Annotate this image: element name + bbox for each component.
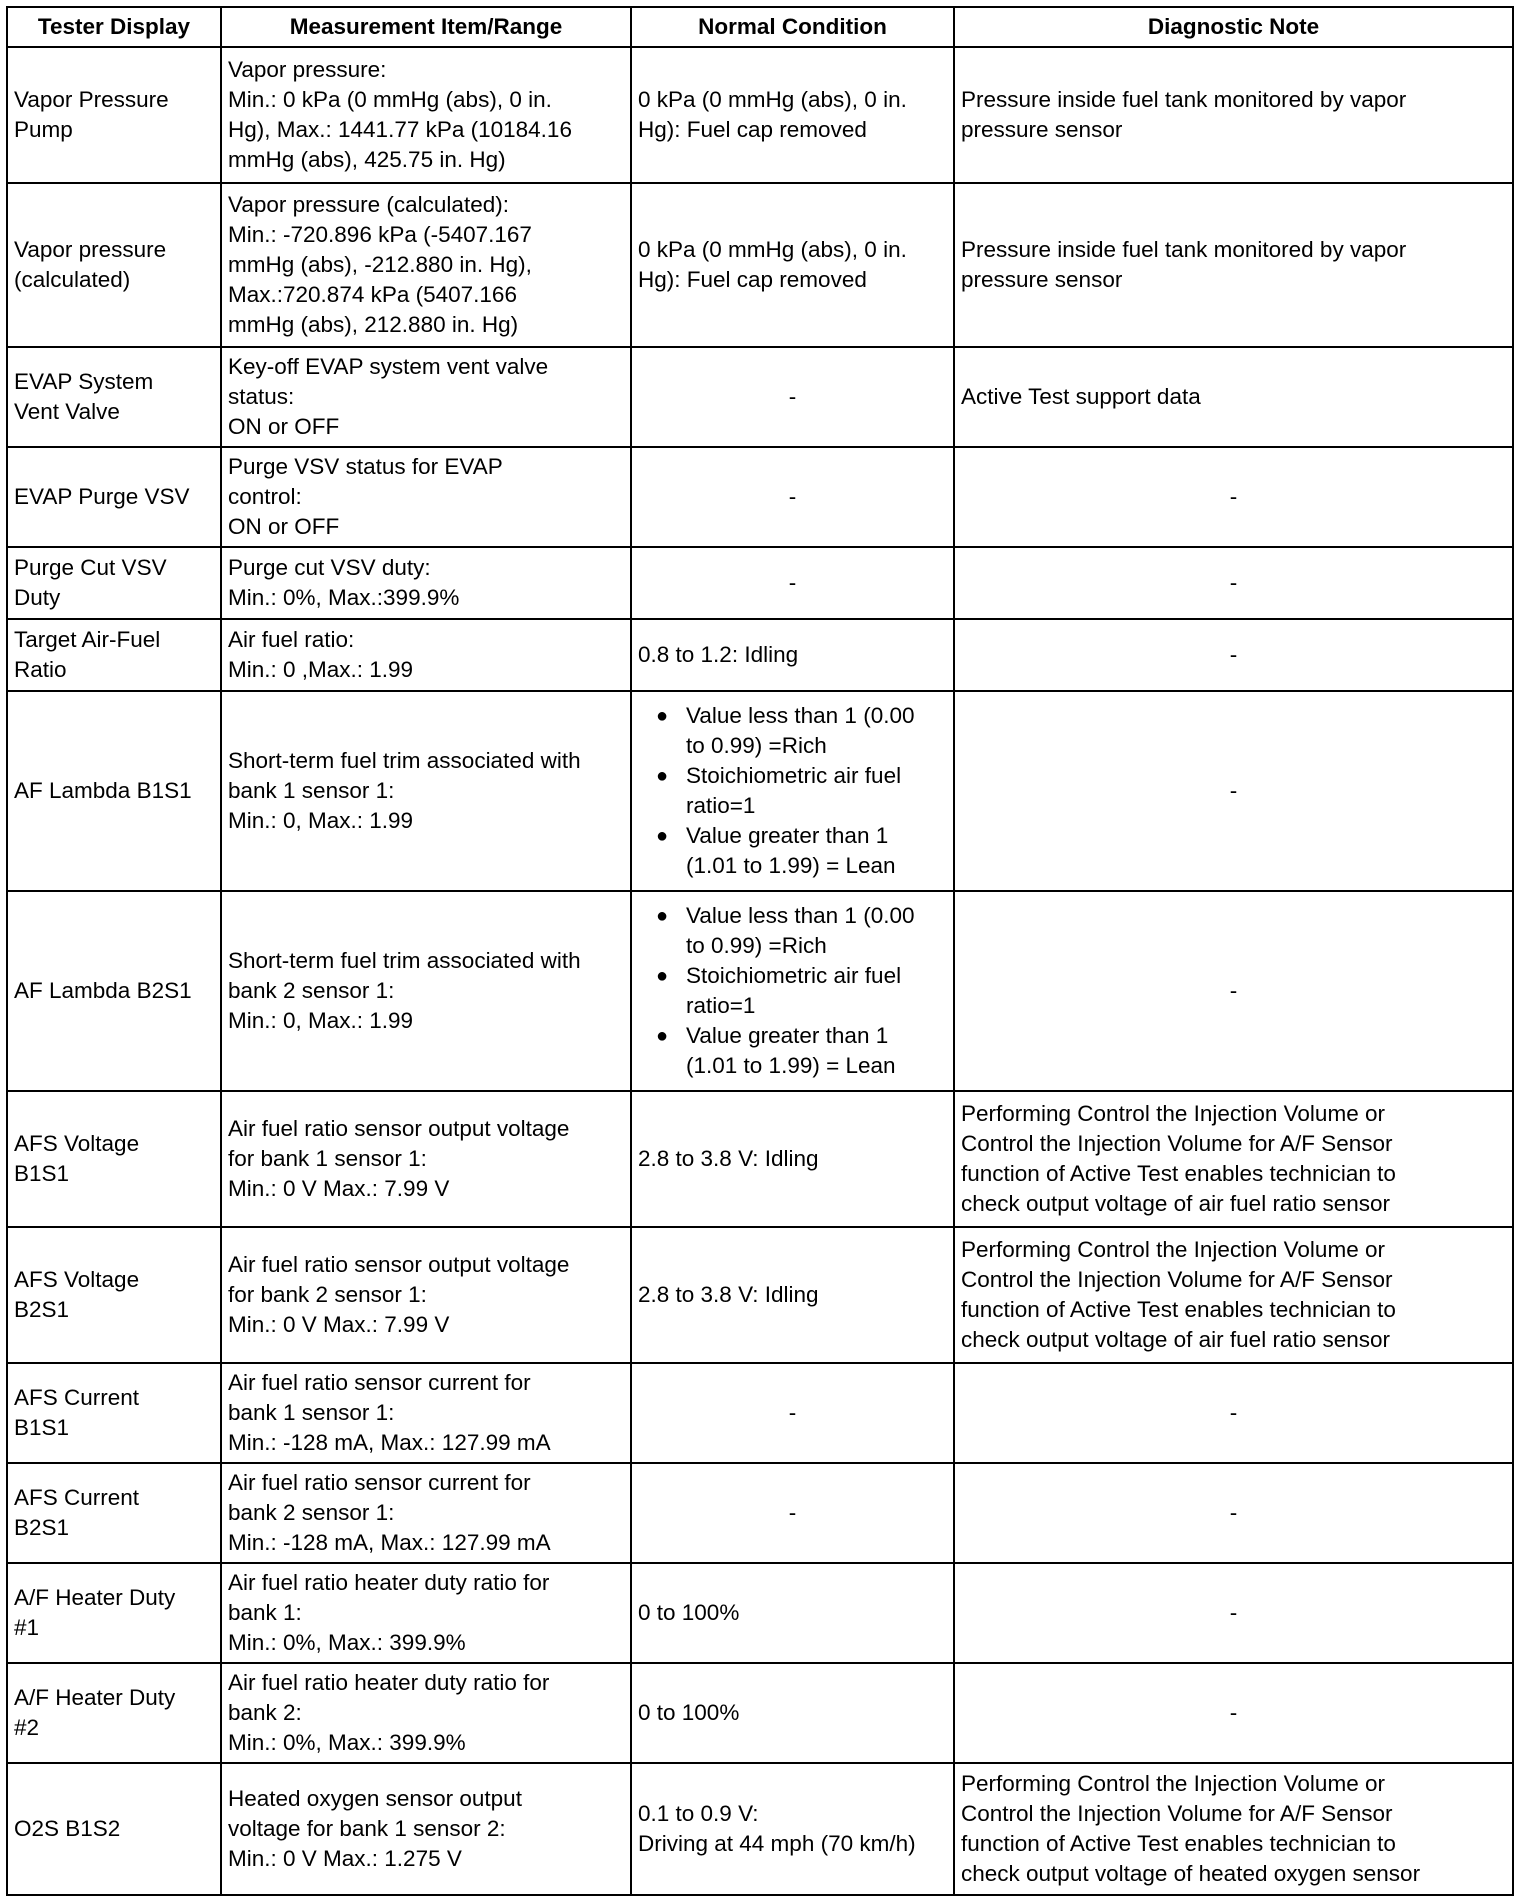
condition-bullet-item: ● Value less than 1 (0.00 to 0.99) =Rich	[656, 701, 947, 761]
diagnostic-note-cell: Performing Control the Injection Volume or Control the Injection Volume for A/F Sensor function of Active Test enables technician to check output voltage of air fuel ratio sensor	[954, 1091, 1513, 1227]
diagnostic-note-cell: Pressure inside fuel tank monitored by vapor pressure sensor	[954, 183, 1513, 347]
tester-display-cell: AF Lambda B2S1	[7, 891, 221, 1091]
table-row	[7, 891, 1513, 1091]
diagnostic-note-cell: Performing Control the Injection Volume or Control the Injection Volume for A/F Sensor function of Active Test enables technician to check output voltage of heated oxygen sensor	[954, 1763, 1513, 1895]
measurement-range-cell: Purge cut VSV duty: Min.: 0%, Max.:399.9%	[221, 547, 631, 619]
header-diagnostic-note: Diagnostic Note	[954, 7, 1513, 47]
header-normal-condition: Normal Condition	[631, 7, 954, 47]
diagnostic-note-cell: -	[954, 1463, 1513, 1563]
tester-display-cell: AFS Voltage B2S1	[7, 1227, 221, 1363]
measurement-range-cell: Short-term fuel trim associated with bank 2 sensor 1: Min.: 0, Max.: 1.99	[221, 891, 631, 1091]
measurement-range-cell: Air fuel ratio: Min.: 0 ,Max.: 1.99	[221, 619, 631, 691]
table-row	[7, 183, 1513, 347]
normal-condition-cell	[631, 691, 954, 891]
normal-condition-cell: -	[631, 547, 954, 619]
normal-condition-cell	[631, 891, 954, 1091]
measurement-range-cell: Heated oxygen sensor output voltage for bank 1 sensor 2: Min.: 0 V Max.: 1.275 V	[221, 1763, 631, 1895]
header-tester-display: Tester Display	[7, 7, 221, 47]
condition-bullet-item: ● Value greater than 1 (1.01 to 1.99) = Lean	[656, 1021, 947, 1081]
tester-display-cell: AFS Current B1S1	[7, 1363, 221, 1463]
measurement-range-cell: Air fuel ratio sensor output voltage for bank 1 sensor 1: Min.: 0 V Max.: 7.99 V	[221, 1091, 631, 1227]
normal-condition-cell: 2.8 to 3.8 V: Idling	[631, 1091, 954, 1227]
condition-bullet-item: ● Stoichiometric air fuel ratio=1	[656, 761, 947, 821]
tester-display-cell: Purge Cut VSV Duty	[7, 547, 221, 619]
table-row	[7, 347, 1513, 447]
condition-bullet-item: ● Stoichiometric air fuel ratio=1	[656, 961, 947, 1021]
tester-display-cell: AFS Voltage B1S1	[7, 1091, 221, 1227]
measurement-range-cell: Vapor pressure (calculated): Min.: -720.896 kPa (-5407.167 mmHg (abs), -212.880 in. Hg), Max.:720.874 kPa (5407.166 mmHg (abs), 212.880 in. Hg)	[221, 183, 631, 347]
table-row	[7, 1663, 1513, 1763]
normal-condition-cell: 0 to 100%	[631, 1663, 954, 1763]
table-body	[7, 47, 1513, 1895]
table-row	[7, 47, 1513, 183]
table-row	[7, 1463, 1513, 1563]
measurement-range-cell: Purge VSV status for EVAP control: ON or OFF	[221, 447, 631, 547]
data-list-table	[6, 6, 1514, 1896]
table-row	[7, 447, 1513, 547]
header-measurement-item: Measurement Item/Range	[221, 7, 631, 47]
diagnostic-note-cell: Performing Control the Injection Volume or Control the Injection Volume for A/F Sensor function of Active Test enables technician to check output voltage of air fuel ratio sensor	[954, 1227, 1513, 1363]
diagnostic-note-cell: -	[954, 547, 1513, 619]
header-row	[7, 7, 1513, 47]
normal-condition-cell: -	[631, 1363, 954, 1463]
diagnostic-note-cell: -	[954, 691, 1513, 891]
tester-display-cell: A/F Heater Duty #1	[7, 1563, 221, 1663]
normal-condition-cell: -	[631, 1463, 954, 1563]
table-row	[7, 1563, 1513, 1663]
normal-condition-cell: 2.8 to 3.8 V: Idling	[631, 1227, 954, 1363]
measurement-range-cell: Air fuel ratio heater duty ratio for bank 1: Min.: 0%, Max.: 399.9%	[221, 1563, 631, 1663]
diagnostic-note-cell: -	[954, 1663, 1513, 1763]
condition-bullet-list	[638, 901, 947, 1081]
normal-condition-cell: -	[631, 347, 954, 447]
normal-condition-cell: 0 kPa (0 mmHg (abs), 0 in. Hg): Fuel cap removed	[631, 183, 954, 347]
tester-display-cell: AFS Current B2S1	[7, 1463, 221, 1563]
table-row	[7, 1363, 1513, 1463]
table-row	[7, 1227, 1513, 1363]
diagnostic-note-cell: -	[954, 447, 1513, 547]
measurement-range-cell: Air fuel ratio sensor current for bank 2 sensor 1: Min.: -128 mA, Max.: 127.99 mA	[221, 1463, 631, 1563]
measurement-range-cell: Key-off EVAP system vent valve status: ON or OFF	[221, 347, 631, 447]
tester-display-cell: A/F Heater Duty #2	[7, 1663, 221, 1763]
normal-condition-cell: 0 kPa (0 mmHg (abs), 0 in. Hg): Fuel cap removed	[631, 47, 954, 183]
tester-display-cell: Vapor Pressure Pump	[7, 47, 221, 183]
normal-condition-cell: 0.1 to 0.9 V: Driving at 44 mph (70 km/h)	[631, 1763, 954, 1895]
normal-condition-cell: 0 to 100%	[631, 1563, 954, 1663]
tester-display-cell: AF Lambda B1S1	[7, 691, 221, 891]
tester-display-cell: Vapor pressure (calculated)	[7, 183, 221, 347]
diagnostic-note-cell: Pressure inside fuel tank monitored by vapor pressure sensor	[954, 47, 1513, 183]
tester-display-cell: EVAP System Vent Valve	[7, 347, 221, 447]
table-row	[7, 1763, 1513, 1895]
table-row	[7, 619, 1513, 691]
measurement-range-cell: Air fuel ratio sensor current for bank 1 sensor 1: Min.: -128 mA, Max.: 127.99 mA	[221, 1363, 631, 1463]
diagnostic-note-cell: -	[954, 619, 1513, 691]
diagnostic-note-cell: -	[954, 1563, 1513, 1663]
table-row	[7, 1091, 1513, 1227]
measurement-range-cell: Short-term fuel trim associated with bank 1 sensor 1: Min.: 0, Max.: 1.99	[221, 691, 631, 891]
tester-display-cell: EVAP Purge VSV	[7, 447, 221, 547]
table-row	[7, 691, 1513, 891]
condition-bullet-list	[638, 701, 947, 881]
condition-bullet-item: ● Value less than 1 (0.00 to 0.99) =Rich	[656, 901, 947, 961]
diagnostic-note-cell: -	[954, 891, 1513, 1091]
diagnostic-note-cell: -	[954, 1363, 1513, 1463]
diagnostic-note-cell: Active Test support data	[954, 347, 1513, 447]
normal-condition-cell: 0.8 to 1.2: Idling	[631, 619, 954, 691]
measurement-range-cell: Air fuel ratio sensor output voltage for bank 2 sensor 1: Min.: 0 V Max.: 7.99 V	[221, 1227, 631, 1363]
tester-display-cell: O2S B1S2	[7, 1763, 221, 1895]
normal-condition-cell: -	[631, 447, 954, 547]
condition-bullet-item: ● Value greater than 1 (1.01 to 1.99) = Lean	[656, 821, 947, 881]
measurement-range-cell: Air fuel ratio heater duty ratio for bank 2: Min.: 0%, Max.: 399.9%	[221, 1663, 631, 1763]
tester-display-cell: Target Air-Fuel Ratio	[7, 619, 221, 691]
table-row	[7, 547, 1513, 619]
measurement-range-cell: Vapor pressure: Min.: 0 kPa (0 mmHg (abs), 0 in. Hg), Max.: 1441.77 kPa (10184.16 mmHg (abs), 425.75 in. Hg)	[221, 47, 631, 183]
